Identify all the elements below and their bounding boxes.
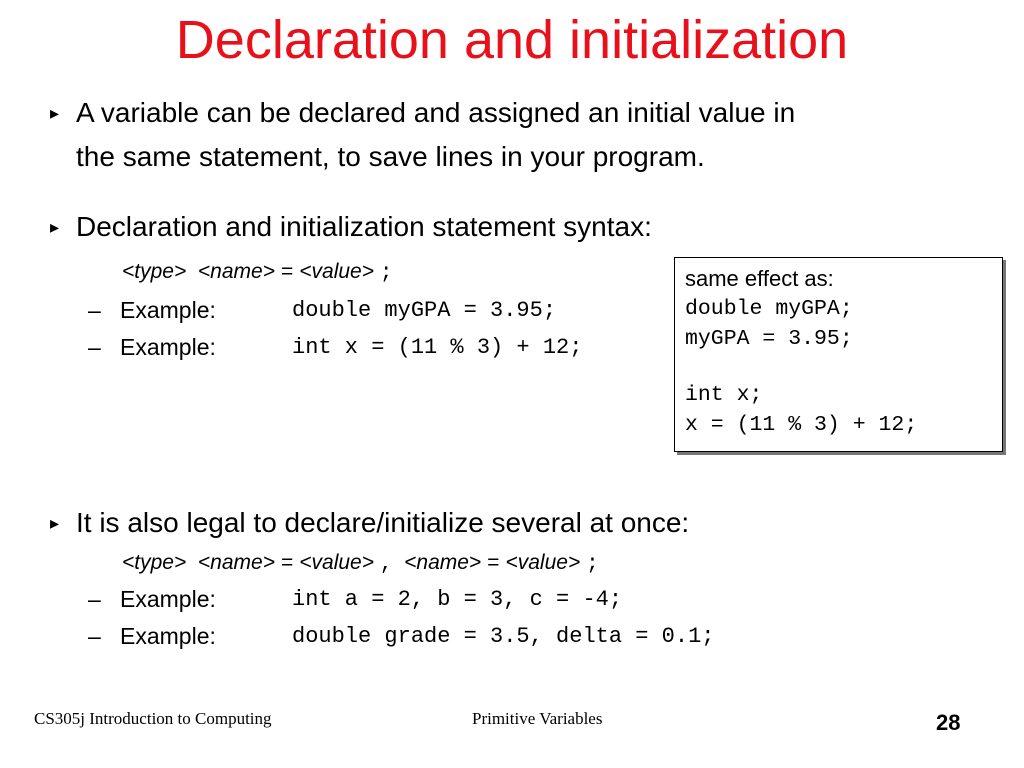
bullet-2-text: Declaration and initialization statement syntax: (76, 211, 652, 242)
syntax-name: <name> (404, 551, 482, 574)
box-code-line: int x; (685, 383, 763, 407)
syntax-equals: = (487, 553, 500, 576)
syntax-name: <name> (197, 551, 275, 574)
example-code: double myGPA = 3.95; (292, 298, 557, 323)
syntax-value: <value> (505, 551, 581, 574)
syntax-equals: = (280, 553, 294, 576)
syntax-value: <value> (299, 260, 374, 283)
syntax-name: <name> (197, 260, 275, 283)
box-code-line: double myGPA; (685, 297, 853, 321)
syntax-semicolon: ; (586, 553, 599, 576)
example-label: Example: (120, 334, 216, 360)
box-code-line: x = (11 % 3) + 12; (685, 413, 918, 437)
syntax-semicolon: ; (379, 262, 393, 285)
bullet-1-line-1: A variable can be declared and assigned an initial value in (76, 97, 796, 128)
bullet-3-text: It is also legal to declare/initialize several at once: (76, 507, 690, 538)
syntax-type: <type> (122, 551, 187, 574)
bullet-triangle-icon: ▸ (50, 103, 60, 123)
example-dash: – (88, 586, 101, 612)
example-label: Example: (120, 623, 216, 649)
box-code-line (685, 354, 1002, 380)
example-label: Example: (120, 297, 216, 323)
example-label: Example: (120, 586, 216, 612)
bullet-triangle-icon: ▸ (50, 217, 60, 237)
syntax-line-single (122, 258, 392, 288)
example-dash: – (88, 623, 101, 649)
page-number: 28 (936, 710, 961, 735)
syntax-comma: , (379, 553, 393, 576)
example-dash: – (88, 297, 101, 323)
example-code: double grade = 3.5, delta = 0.1; (292, 624, 715, 649)
footer-course: CS305j Introduction to Computing (34, 709, 272, 728)
example-dash: – (88, 334, 101, 360)
same-effect-box (674, 257, 1003, 452)
slide-title: Declaration and initialization (175, 10, 849, 70)
example-code: int a = 2, b = 3, c = -4; (292, 587, 623, 612)
example-code: int x = (11 % 3) + 12; (292, 335, 583, 360)
box-code-line: myGPA = 3.95; (685, 327, 853, 351)
footer-topic: Primitive Variables (472, 709, 603, 728)
syntax-type: <type> (122, 260, 187, 283)
bullet-1-line-2: the same statement, to save lines in your program. (76, 141, 705, 172)
syntax-value: <value> (299, 551, 374, 574)
syntax-line-multi (122, 549, 599, 579)
bullet-triangle-icon: ▸ (50, 513, 60, 533)
box-heading: same effect as: (685, 266, 834, 291)
syntax-equals: = (280, 262, 294, 285)
